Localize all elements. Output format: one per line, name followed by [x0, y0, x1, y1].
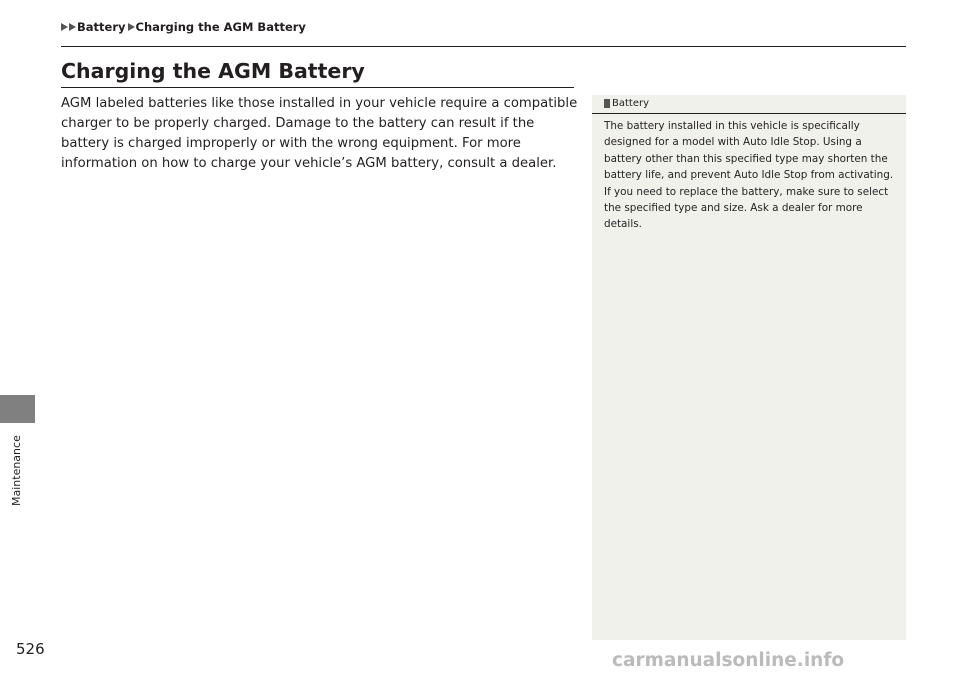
sidebar-note-heading: [604, 98, 649, 109]
chapter-label: Maintenance: [10, 435, 23, 506]
breadcrumb-arrow-icon: [61, 23, 68, 31]
breadcrumb: [61, 20, 308, 34]
sidebar-note-divider: [592, 113, 906, 114]
page-number: 526: [16, 640, 45, 658]
body-paragraph: AGM labeled batteries like those installed in your vehicle require a compatible charger to be properly charged. Damage to the battery can result if the battery is charged improperly or with the wrong equipment. For more information on how to charge your vehicle’s AGM battery, consult a dealer.: [61, 96, 578, 171]
title-underline: [61, 87, 574, 88]
sidebar-note: [592, 95, 906, 640]
breadcrumb-arrow-icon: [69, 23, 76, 31]
header-divider: [61, 46, 906, 47]
watermark: carmanualsonline.info: [612, 650, 845, 671]
breadcrumb-item-battery[interactable]: Battery: [77, 20, 126, 34]
breadcrumb-item-current[interactable]: Charging the AGM Battery: [135, 20, 306, 34]
breadcrumb-arrow-icon: [128, 23, 135, 31]
note-marker-icon: [604, 99, 610, 108]
sidebar-note-text: The battery installed in this vehicle is specifically designed for a model with Auto Idle Stop. Using a battery other than this specified type may shorten the battery life, and prevent Auto Idle Stop from activating. If you need to replace the battery, make sure to select the specified type and size. Ask a dealer for more details.: [604, 120, 894, 231]
sidebar-note-title: Battery: [612, 98, 650, 109]
page-title: Charging the AGM Battery: [61, 59, 365, 83]
chapter-tab: [0, 395, 35, 423]
